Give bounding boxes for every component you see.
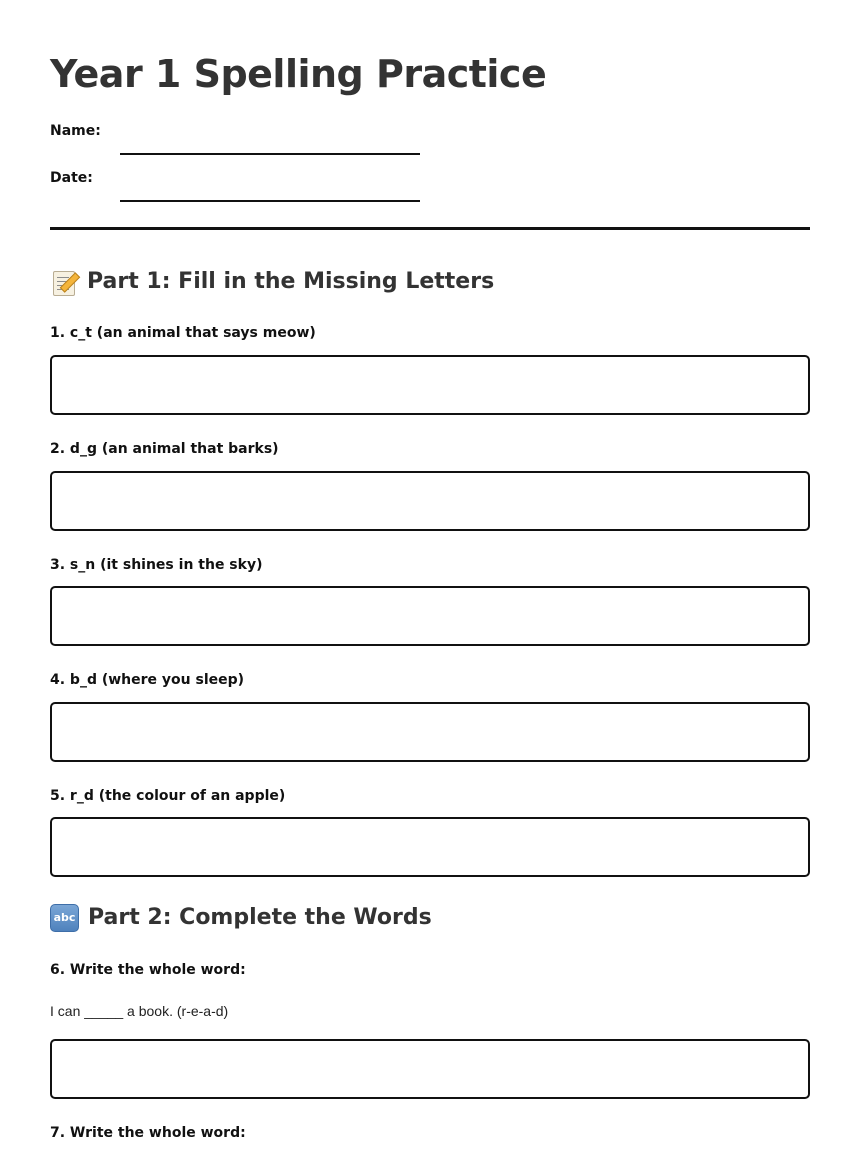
question-6-sentence: I can _____ a book. (r-e-a-d) [50, 1003, 229, 1019]
page-title: Year 1 Spelling Practice [50, 52, 547, 96]
date-input[interactable] [120, 180, 420, 202]
question-6-answer-input[interactable] [50, 1039, 810, 1099]
name-input[interactable] [120, 133, 420, 155]
memo-icon [50, 268, 78, 296]
question-2-label: 2. d_g (an animal that barks) [50, 441, 279, 457]
part2-heading-text: Part 2: Complete the Words [88, 905, 432, 930]
header-divider [50, 227, 810, 230]
date-label: Date: [50, 170, 93, 186]
question-6-label: 6. Write the whole word: [50, 962, 246, 978]
abc-icon: abc [50, 904, 79, 932]
question-3-label: 3. s_n (it shines in the sky) [50, 557, 263, 573]
question-2-answer-input[interactable] [50, 471, 810, 531]
part1-heading-text: Part 1: Fill in the Missing Letters [87, 269, 495, 294]
question-1-answer-input[interactable] [50, 355, 810, 415]
question-5-label: 5. r_d (the colour of an apple) [50, 788, 286, 804]
part1-heading [50, 267, 494, 297]
question-4-answer-input[interactable] [50, 702, 810, 762]
question-3-answer-input[interactable] [50, 586, 810, 646]
part2-heading [50, 903, 432, 933]
date-field-row [50, 168, 450, 192]
name-label: Name: [50, 123, 101, 139]
question-4-label: 4. b_d (where you sleep) [50, 672, 245, 688]
question-1-label: 1. c_t (an animal that says meow) [50, 325, 316, 341]
name-field-row [50, 121, 450, 145]
question-5-answer-input[interactable] [50, 817, 810, 877]
question-7-label: 7. Write the whole word: [50, 1125, 246, 1141]
